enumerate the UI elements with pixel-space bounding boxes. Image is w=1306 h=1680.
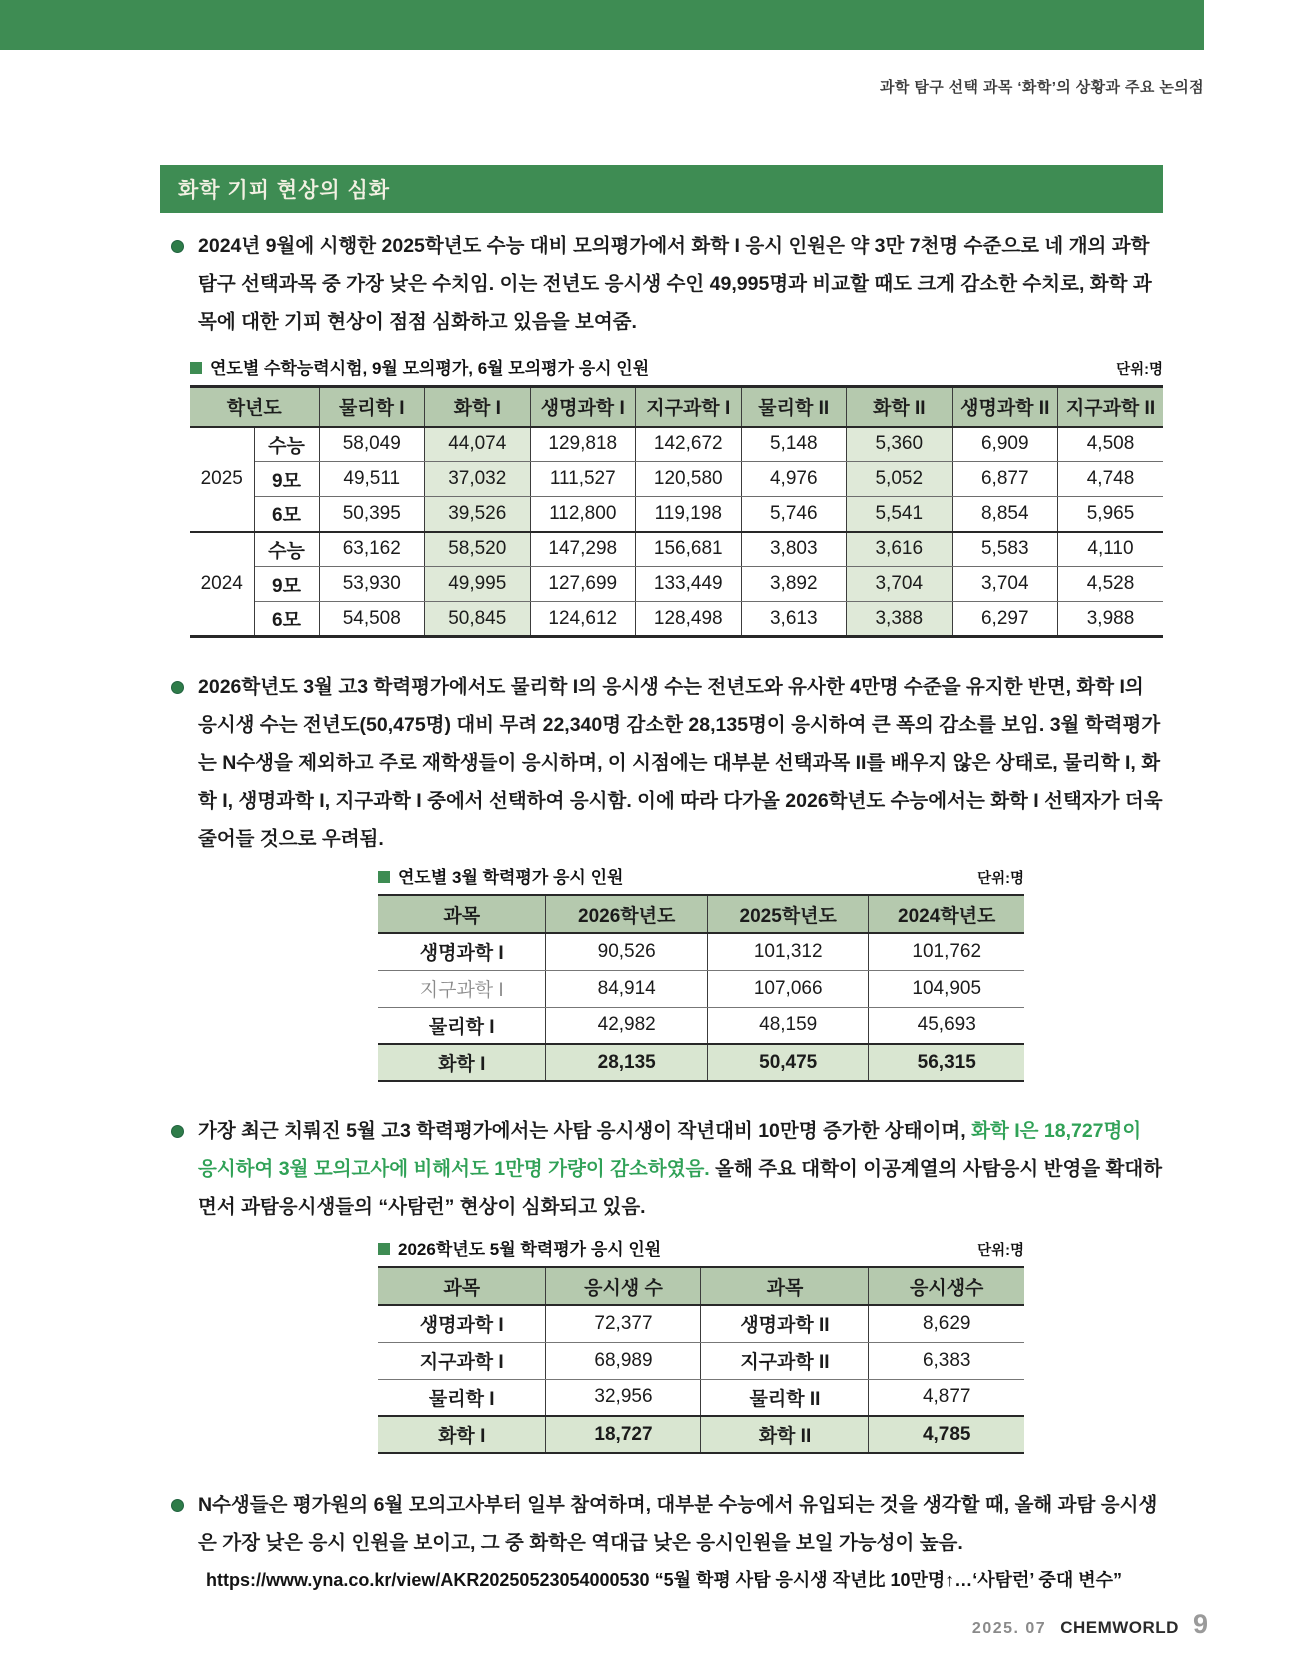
table2-block xyxy=(378,864,1024,1082)
data-cell: 129,818 xyxy=(530,427,636,462)
bullet-paragraph-3 xyxy=(160,1112,1163,1226)
data-cell: 68,989 xyxy=(546,1342,701,1379)
column-header: 응시생 수 xyxy=(546,1267,701,1305)
page-content xyxy=(160,165,1163,1592)
subject-label: 생명과학 I xyxy=(378,933,546,970)
data-cell: 32,956 xyxy=(546,1379,701,1416)
data-cell: 54,508 xyxy=(319,602,425,637)
table2-caption xyxy=(378,863,623,888)
yearly-exam-participants-table xyxy=(190,385,1163,638)
bullet-paragraph-4 xyxy=(160,1486,1163,1562)
data-cell: 142,672 xyxy=(636,427,742,462)
table3-unit-label: 단위:명 xyxy=(977,1243,1024,1259)
data-cell: 63,162 xyxy=(319,532,425,567)
data-cell: 133,449 xyxy=(636,567,742,602)
data-cell: 50,395 xyxy=(319,497,425,532)
exam-type-label: 6모 xyxy=(254,497,319,532)
column-header: 물리학 II xyxy=(741,387,847,427)
data-cell: 50,475 xyxy=(707,1044,869,1081)
data-cell: 156,681 xyxy=(636,532,742,567)
section-title-text: 화학 기피 현상의 심화 xyxy=(178,179,391,202)
data-cell: 39,526 xyxy=(425,497,531,532)
exam-type-label: 수능 xyxy=(254,532,319,567)
footer-issue-date: 2025. 07 xyxy=(971,1620,1047,1637)
bullet-paragraph-1 xyxy=(160,227,1163,341)
column-header: 생명과학 I xyxy=(530,387,636,427)
data-cell: 5,965 xyxy=(1058,497,1164,532)
subject-label: 화학 I xyxy=(378,1416,546,1453)
data-cell: 50,845 xyxy=(425,602,531,637)
bullet-icon xyxy=(171,1125,184,1138)
section-title-bar xyxy=(160,165,1163,213)
paragraph-text-plain: 가장 최근 치뤄진 5월 고3 학력평가에서는 사탐 응시생이 작년대비 10만명 증가한 상태이며, xyxy=(198,1120,972,1142)
data-cell: 3,388 xyxy=(847,602,953,637)
exam-type-label: 9모 xyxy=(254,462,319,497)
bullet-icon xyxy=(171,681,184,694)
data-cell: 101,312 xyxy=(707,933,869,970)
data-cell: 124,612 xyxy=(530,602,636,637)
page-footer xyxy=(972,1609,1208,1640)
may-assessment-table xyxy=(378,1266,1024,1454)
data-cell: 48,159 xyxy=(707,1007,869,1044)
data-cell: 119,198 xyxy=(636,497,742,532)
subject-label: 물리학 I xyxy=(378,1007,546,1044)
data-cell: 58,520 xyxy=(425,532,531,567)
table1-block xyxy=(190,355,1163,638)
data-cell: 3,892 xyxy=(741,567,847,602)
data-cell: 72,377 xyxy=(546,1305,701,1342)
column-header: 2026학년도 xyxy=(546,895,708,933)
exam-type-label: 수능 xyxy=(254,427,319,462)
footer-brand: CHEMWORLD xyxy=(1060,1618,1179,1637)
caption-square-icon xyxy=(378,1243,390,1255)
data-cell: 58,049 xyxy=(319,427,425,462)
subject-label: 생명과학 I xyxy=(378,1305,546,1342)
data-cell: 5,746 xyxy=(741,497,847,532)
data-cell: 8,629 xyxy=(869,1305,1024,1342)
data-cell: 6,909 xyxy=(952,427,1058,462)
table2-caption-row xyxy=(378,864,1024,888)
paragraph-text-plain: 올해 주요 대학이 이공계열의 사탐응시 반영을 확대하면서 과탐응시생들의 “사탐런” 현상이 심화되고 있음. xyxy=(198,1158,1163,1218)
data-cell: 120,580 xyxy=(636,462,742,497)
table3-caption-row xyxy=(378,1236,1024,1260)
data-cell: 5,360 xyxy=(847,427,953,462)
data-cell: 5,583 xyxy=(952,532,1058,567)
data-cell: 4,748 xyxy=(1058,462,1164,497)
data-cell: 5,052 xyxy=(847,462,953,497)
data-cell: 4,785 xyxy=(869,1416,1024,1453)
column-header: 과목 xyxy=(378,1267,546,1305)
data-cell: 8,854 xyxy=(952,497,1058,532)
running-head: 과학 탐구 선택 과목 ‘화학’의 상황과 주요 논의점 xyxy=(879,79,1204,96)
data-cell: 111,527 xyxy=(530,462,636,497)
column-header: 2024학년도 xyxy=(869,895,1024,933)
data-cell: 127,699 xyxy=(530,567,636,602)
data-cell: 49,995 xyxy=(425,567,531,602)
data-cell: 3,613 xyxy=(741,602,847,637)
data-cell: 3,616 xyxy=(847,532,953,567)
paragraph-text xyxy=(198,1112,1163,1226)
data-cell: 3,704 xyxy=(952,567,1058,602)
column-header: 2025학년도 xyxy=(707,895,869,933)
data-cell: 56,315 xyxy=(869,1044,1024,1081)
paragraph-text: N수생들은 평가원의 6월 모의고사부터 일부 참여하며, 대부분 수능에서 유입되는 것을 생각할 때, 올해 과탐 응시생은 가장 낮은 응시 인원을 보이고, 그 중 화학은 역대급 낮은 응시인원을 보일 가능성이 높음. xyxy=(198,1494,1158,1554)
data-cell: 5,148 xyxy=(741,427,847,462)
subject-label: 지구과학 I xyxy=(378,1342,546,1379)
column-header: 학년도 xyxy=(190,387,319,427)
data-cell: 44,074 xyxy=(425,427,531,462)
caption-square-icon xyxy=(190,362,202,374)
table2-caption-text: 연도별 3월 학력평가 응시 인원 xyxy=(398,868,624,887)
table1-caption xyxy=(190,354,649,379)
data-cell: 147,298 xyxy=(530,532,636,567)
footer-page-number: 9 xyxy=(1192,1609,1208,1639)
table1-caption-text: 연도별 수학능력시험, 9월 모의평가, 6월 모의평가 응시 인원 xyxy=(210,359,650,378)
data-cell: 6,877 xyxy=(952,462,1058,497)
bullet-icon xyxy=(171,1499,184,1512)
data-cell: 4,528 xyxy=(1058,567,1164,602)
source-citation: https://www.yna.co.kr/view/AKR20250523054000530 “5월 학평 사탐 응시생 작년比 10만명↑…‘사탐런’ 중대 변수” xyxy=(206,1570,1122,1590)
subject-label: 생명과학 II xyxy=(701,1305,869,1342)
exam-type-label: 9모 xyxy=(254,567,319,602)
data-cell: 90,526 xyxy=(546,933,708,970)
year-label: 2025 xyxy=(190,427,254,532)
column-header: 과목 xyxy=(701,1267,869,1305)
exam-type-label: 6모 xyxy=(254,602,319,637)
data-cell: 107,066 xyxy=(707,970,869,1007)
column-header: 화학 I xyxy=(425,387,531,427)
march-assessment-table xyxy=(378,894,1024,1082)
data-cell: 4,877 xyxy=(869,1379,1024,1416)
data-cell: 18,727 xyxy=(546,1416,701,1453)
data-cell: 6,297 xyxy=(952,602,1058,637)
data-cell: 4,110 xyxy=(1058,532,1164,567)
data-cell: 84,914 xyxy=(546,970,708,1007)
table1-unit-label: 단위:명 xyxy=(1116,362,1163,378)
data-cell: 49,511 xyxy=(319,462,425,497)
data-cell: 128,498 xyxy=(636,602,742,637)
table3-caption-text: 2026학년도 5월 학력평가 응시 인원 xyxy=(398,1240,662,1259)
subject-label: 물리학 II xyxy=(701,1379,869,1416)
data-cell: 104,905 xyxy=(869,970,1024,1007)
table2-unit-label: 단위:명 xyxy=(977,871,1024,887)
data-cell: 28,135 xyxy=(546,1044,708,1081)
column-header: 지구과학 I xyxy=(636,387,742,427)
bullet-icon xyxy=(171,240,184,253)
data-cell: 53,930 xyxy=(319,567,425,602)
data-cell: 4,976 xyxy=(741,462,847,497)
table1-caption-row xyxy=(190,355,1163,379)
table3-block xyxy=(378,1236,1024,1454)
paragraph-text-green-emphasis: 화학 I은 18,727명이 응시하여 3월 모의고사에 비해서도 1만명 가량이 감소하였음. xyxy=(198,1120,1142,1180)
subject-label: 물리학 I xyxy=(378,1379,546,1416)
subject-label: 지구과학 I xyxy=(378,970,546,1007)
top-banner xyxy=(0,0,1204,50)
column-header: 생명과학 II xyxy=(952,387,1058,427)
column-header: 화학 II xyxy=(847,387,953,427)
data-cell: 4,508 xyxy=(1058,427,1164,462)
data-cell: 101,762 xyxy=(869,933,1024,970)
data-cell: 112,800 xyxy=(530,497,636,532)
column-header: 응시생수 xyxy=(869,1267,1024,1305)
data-cell: 42,982 xyxy=(546,1007,708,1044)
table3-caption xyxy=(378,1235,661,1260)
subject-label: 화학 II xyxy=(701,1416,869,1453)
data-cell: 6,383 xyxy=(869,1342,1024,1379)
data-cell: 45,693 xyxy=(869,1007,1024,1044)
year-label: 2024 xyxy=(190,532,254,637)
data-cell: 3,803 xyxy=(741,532,847,567)
subject-label: 화학 I xyxy=(378,1044,546,1081)
data-cell: 37,032 xyxy=(425,462,531,497)
column-header: 물리학 I xyxy=(319,387,425,427)
caption-square-icon xyxy=(378,871,390,883)
data-cell: 5,541 xyxy=(847,497,953,532)
paragraph-text: 2026학년도 3월 고3 학력평가에서도 물리학 I의 응시생 수는 전년도와 유사한 4만명 수준을 유지한 반면, 화학 I의 응시생 수는 전년도(50,475명) 대비 무려 22,340명 감소한 28,135명이 응시하여 큰 폭의 감소를 보임. 3월 학력평가는 N수생을 제외하고 주로 재학생들이 응시하며, 이 시점에는 대부분 선택과목 II를 배우지 않은 상태로, 물리학 I, 화학 I, 생명과학 I, 지구과학 I 중에서 선택하여 응시함. 이에 따라 다가올 2026학년도 수능에서는 화학 I 선택자가 더욱 줄어들 것으로 우려됨. xyxy=(198,676,1163,850)
column-header: 지구과학 II xyxy=(1058,387,1164,427)
bullet-paragraph-2 xyxy=(160,668,1163,858)
data-cell: 3,988 xyxy=(1086,607,1135,629)
subject-label: 지구과학 II xyxy=(701,1342,869,1379)
data-cell: 3,704 xyxy=(847,567,953,602)
paragraph-text: 2024년 9월에 시행한 2025학년도 수능 대비 모의평가에서 화학 I 응시 인원은 약 3만 7천명 수준으로 네 개의 과학 탐구 선택과목 중 가장 낮은 수치임. 이는 전년도 응시생 수인 49,995명과 비교할 때도 크게 감소한 수치로, 화학 과목에 대한 기피 현상이 점점 심화하고 있음을 보여줌. xyxy=(198,235,1152,333)
column-header: 과목 xyxy=(378,895,546,933)
